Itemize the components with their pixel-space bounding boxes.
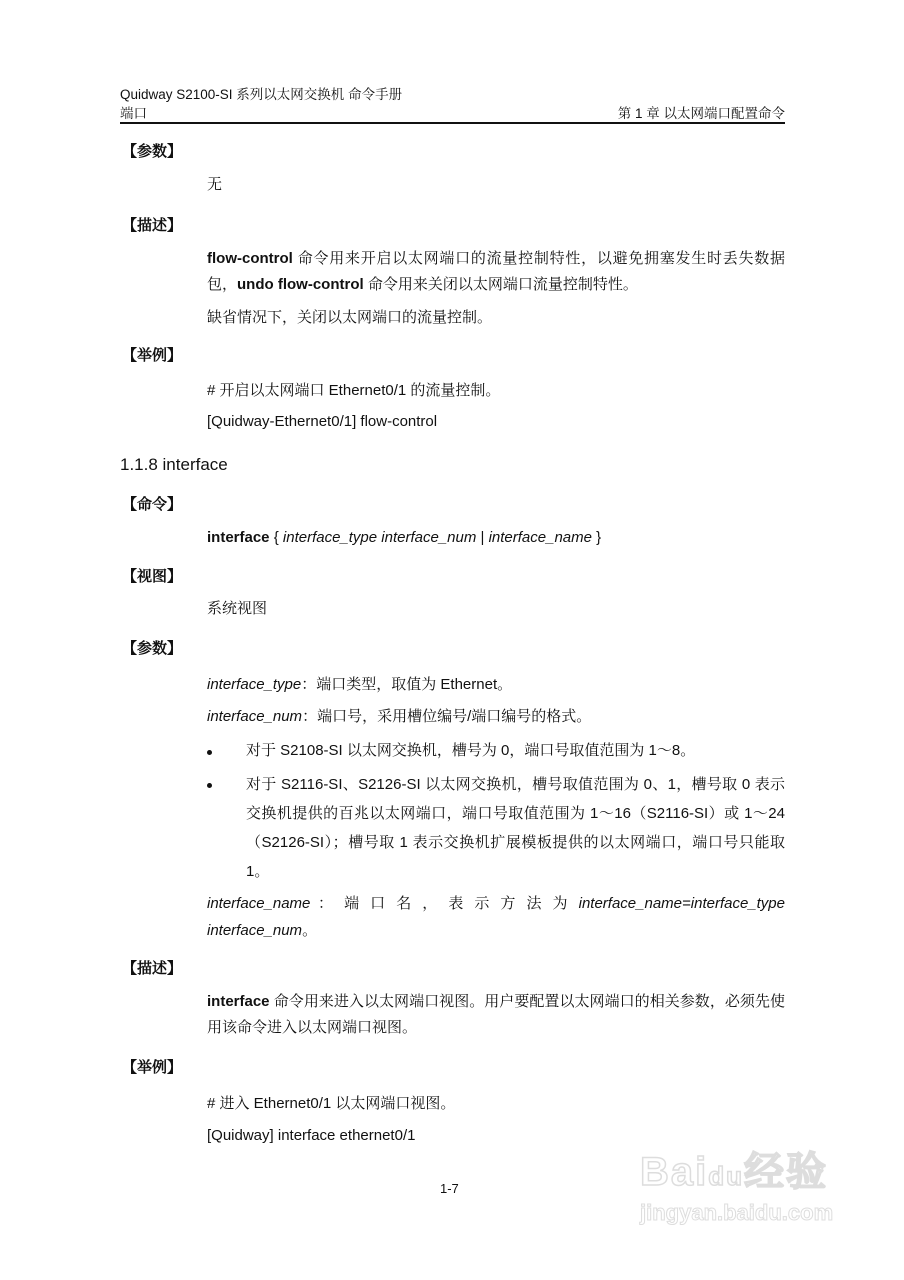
header-rule [120, 122, 785, 124]
desc-text: 命令用来关闭以太网端口流量控制特性。 [363, 276, 638, 293]
header-chapter: 第 1 章 以太网端口配置命令 [617, 106, 785, 121]
cmd-keyword: undo flow-control [237, 276, 364, 293]
cmd-keyword: interface [207, 529, 270, 546]
command-syntax [207, 529, 601, 547]
cmd-keyword: interface [207, 993, 270, 1010]
brace: { [269, 529, 283, 546]
cmd-keyword: flow-control [207, 250, 293, 267]
param-desc: ： 端 口 名 ， 表 示 方 法 为 [310, 895, 579, 912]
header-section: 端口 [120, 106, 147, 121]
param-num [207, 708, 591, 726]
example-heading: 【举例】 [122, 347, 183, 364]
desc-default: 缺省情况下，关闭以太网端口的流量控制。 [207, 309, 493, 326]
desc-text: 命令用来进入以太网端口视图。用户要配置以太网端口的相关参数，必须先使用该命令进入以太网端口视图。 [207, 993, 785, 1036]
example-command: [Quidway-Ethernet0/1] flow-control [207, 413, 438, 430]
params-heading: 【参数】 [122, 640, 183, 657]
punct: 。 [302, 922, 318, 939]
section-title: 1.1.8 interface [120, 455, 228, 474]
bullet-icon [207, 750, 212, 755]
param-desc: ：端口号，采用槽位编号/端口编号的格式。 [302, 708, 592, 725]
desc-paragraph [207, 989, 785, 1041]
example-comment: # 开启以太网端口 Ethernet0/1 的流量控制。 [207, 382, 501, 399]
view-heading: 【视图】 [122, 568, 183, 585]
desc-heading: 【描述】 [122, 217, 183, 234]
bullet-icon [207, 783, 212, 788]
param-name: interface_num [207, 708, 303, 725]
param-type [207, 676, 512, 694]
bullet-item: 对于 S2116-SI、S2126-SI 以太网交换机，槽号取值范围为 0、1，槽号取 0 表示交换机提供的百兆以太网端口，端口号取值范围为 1～16（S2116-SI）或 1～24（S2126-SI）；槽号取 1 表示交换机扩展模板提供的以太网端口，端口号只能取 1。 [246, 776, 785, 880]
header-title: Quidway S2100-SI 系列以太网交换机 命令手册 [120, 87, 403, 102]
baidu-watermark-logo [640, 1150, 833, 1226]
command-heading: 【命令】 [122, 496, 183, 513]
param-name: interface_name [207, 895, 311, 912]
bullet-item: 对于 S2108-SI 以太网交换机，槽号为 0，端口号取值范围为 1～8。 [246, 742, 696, 759]
desc-text: 命令用来开启以太网端口的流量控制特性，以避免拥塞发生时丢失数据包， [207, 250, 785, 293]
param-name-desc [207, 890, 785, 944]
params-heading: 【参数】 [122, 143, 183, 160]
brace: } [591, 529, 602, 546]
view-value: 系统视图 [207, 600, 268, 617]
separator: | [476, 529, 489, 546]
example-comment: # 进入 Ethernet0/1 以太网端口视图。 [207, 1095, 456, 1112]
desc-heading: 【描述】 [122, 960, 183, 977]
desc-paragraph [207, 246, 785, 298]
param-desc: ：端口类型，取值为 Ethernet。 [301, 676, 513, 693]
page-number: 1-7 [440, 1181, 459, 1196]
param-formula: interface_name=interface_type interface_num [207, 895, 785, 939]
cmd-args: interface_type interface_num [282, 529, 477, 546]
watermark-url: jingyan.baidu.com [640, 1200, 834, 1225]
example-heading: 【举例】 [122, 1059, 183, 1076]
cmd-arg: interface_name [488, 529, 592, 546]
param-name: interface_type [207, 676, 302, 693]
watermark-logo-text: Baidu经验 [640, 1150, 829, 1194]
params-value: 无 [207, 176, 223, 193]
example-command: [Quidway] interface ethernet0/1 [207, 1127, 416, 1144]
